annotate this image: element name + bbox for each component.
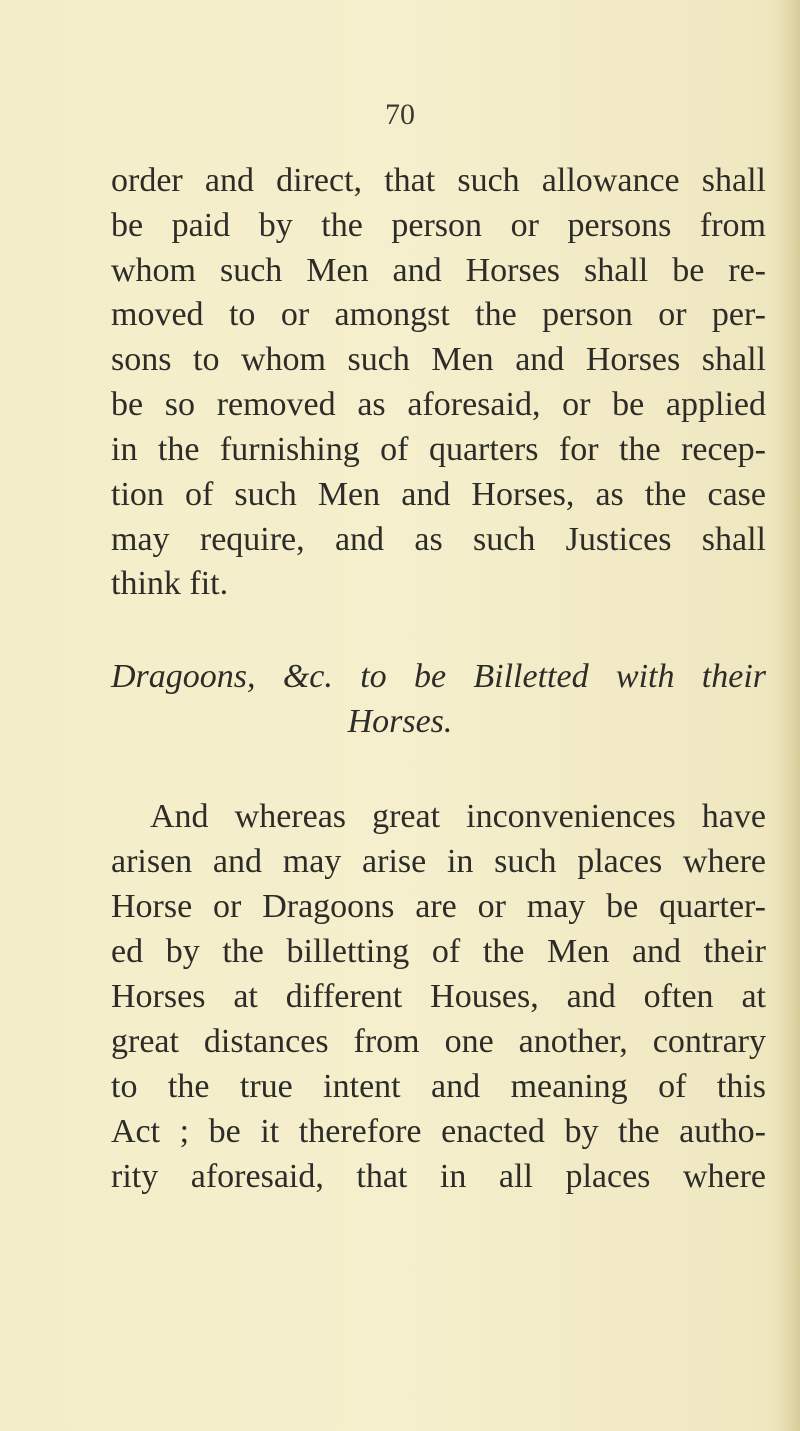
text-line: Act ; be it therefore enacted by the autho- xyxy=(111,1113,766,1150)
text-line: And whereas great inconveniences have xyxy=(150,798,766,835)
section-heading: Horses. xyxy=(347,703,453,740)
text-line: order and direct, that such allowance shall xyxy=(111,162,766,199)
text-line: Horses at different Houses, and often at xyxy=(111,978,766,1015)
text-line: may require, and as such Justices shall xyxy=(111,521,766,558)
text-line: be so removed as aforesaid, or be applied xyxy=(111,386,766,423)
section-heading: Dragoons, &c. to be Billetted with their xyxy=(111,658,766,695)
text-line: in the furnishing of quarters for the recep- xyxy=(111,431,766,468)
page-number: 70 xyxy=(385,98,415,131)
text-line: ed by the billetting of the Men and their xyxy=(111,933,766,970)
text-line: Horse or Dragoons are or may be quarter- xyxy=(111,888,766,925)
text-line: great distances from one another, contrary xyxy=(111,1023,766,1060)
text-line: tion of such Men and Horses, as the case xyxy=(111,476,766,513)
text-line: rity aforesaid, that in all places where xyxy=(111,1158,766,1195)
text-line: to the true intent and meaning of this xyxy=(111,1068,766,1105)
text-line: moved to or amongst the person or per- xyxy=(111,296,766,333)
text-line: whom such Men and Horses shall be re- xyxy=(111,252,766,289)
text-line: sons to whom such Men and Horses shall xyxy=(111,341,766,378)
text-line: arisen and may arise in such places where xyxy=(111,843,766,880)
text-line: think fit. xyxy=(111,565,229,602)
text-line: be paid by the person or persons from xyxy=(111,207,766,244)
